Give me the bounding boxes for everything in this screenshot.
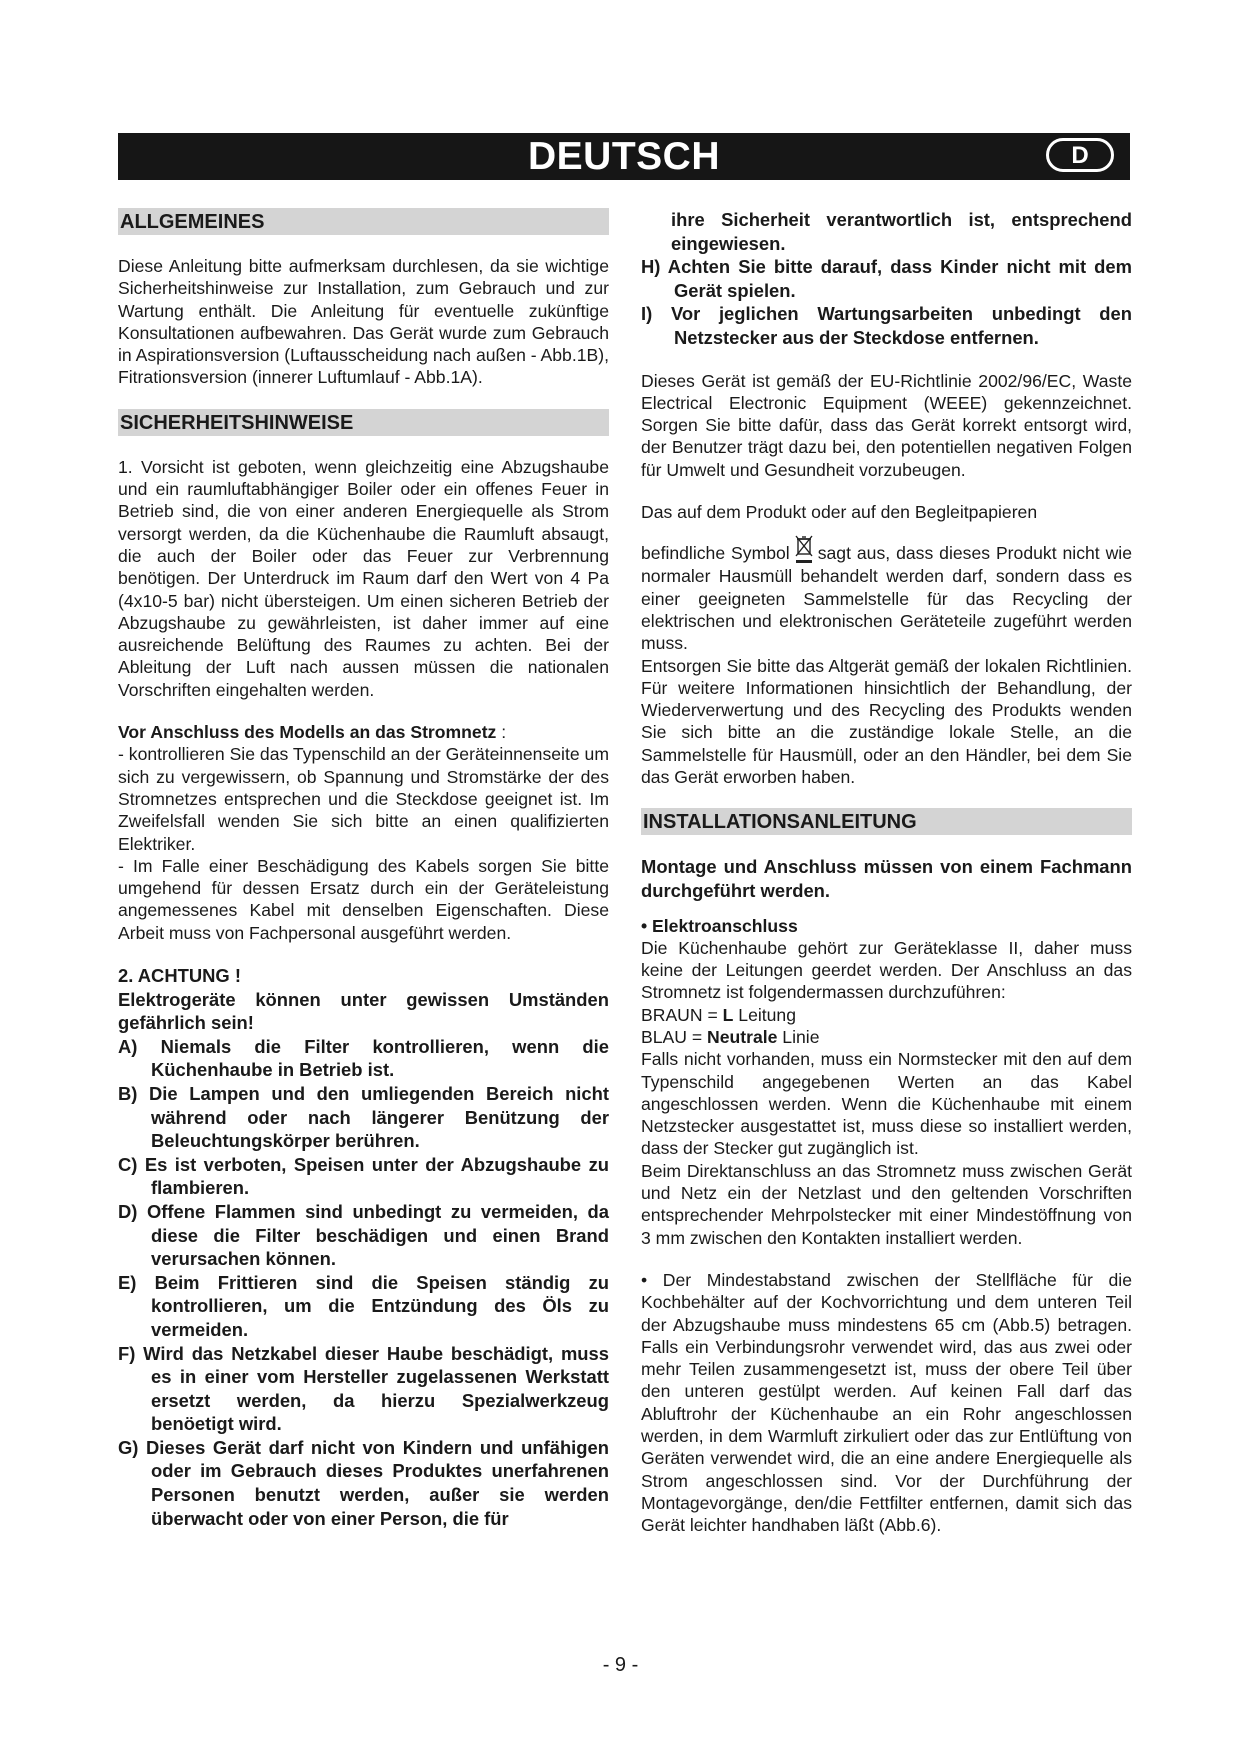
blau-value: Neutrale xyxy=(707,1026,778,1047)
paragraph-symbol-intro: Das auf dem Produkt oder auf den Begleitpapieren xyxy=(641,502,1038,523)
braun-suffix: Leitung xyxy=(733,1004,796,1025)
warning-item-g-continued: ihre Sicherheit verantwortlich ist, entsprechend eingewiesen. xyxy=(671,209,1132,254)
line-blau xyxy=(641,1026,1132,1048)
elektroanschluss-title: • Elektroanschluss xyxy=(641,915,798,936)
paragraph-mindestabstand: • Der Mindestabstand zwischen der Stellfläche für die Kochbehälter auf der Kochvorrichtung und dem unteren Teil der Abzugshaube muss mindestens 65 cm (Abb.5) betragen. Falls ein Verbindungsrohr verwendet wird, das aus zwei oder mehr Teilen zusammengesetzt ist, muss der obere Teil über den unteren gestülpt werden. Auf keinen Fall darf das Abluftrohr der Küchenhaube an ein Rohr angeschlossen werden, in dem Warmluft zirkuliert oder das zur Entlüftung von Geräten verwendet wird, die an eine andere Energiequelle als Strom angeschlossen sind. Vor der Durchführung der Montagevorgänge, den/die Fettfilter entfernen, damit sich das Gerät leichter handhaben läßt (Abb.6). xyxy=(641,1269,1132,1536)
warning-item-h: H) Achten Sie bitte darauf, dass Kinder nicht mit dem Gerät spielen. xyxy=(641,256,1132,301)
warning-item-c: C) Es ist verboten, Speisen unter der Abzugshaube zu flambieren. xyxy=(118,1153,609,1199)
section-heading-sicherheit: SICHERHEITSHINWEISE xyxy=(118,409,609,436)
page-number: - 9 - xyxy=(602,1654,639,1676)
paragraph-elektroanschluss: Die Küchenhaube gehört zur Geräteklasse II, daher muss keine der Leitungen geerdet werden. Der Anschluss an das Stromnetz ist folgendermassen durchzuführen: xyxy=(641,937,1132,1003)
warning-item-i: I) Vor jeglichen Wartungsarbeiten unbedingt den Netzstecker aus der Steckdose entfernen. xyxy=(641,303,1132,348)
right-column xyxy=(641,208,1132,1537)
blau-suffix: Linie xyxy=(777,1026,820,1047)
crossed-bin-icon xyxy=(794,535,814,565)
anschluss-title: Vor Anschluss des Modells an das Stromnetz xyxy=(118,722,497,743)
paragraph-weee: Dieses Gerät ist gemäß der EU-Richtlinie 2002/96/EC, Waste Electrical Electronic Equipment (WEEE) gekennzeichnet. Sorgen Sie bitte dafür, dass das Gerät korrekt entsorgt wird, der Benutzer trägt dazu bei, den potentiellen negativen Folgen für Umwelt und Gesundheit vorzubeugen. xyxy=(641,370,1132,480)
paragraph-allgemeines: Diese Anleitung bitte aufmerksam durchlesen, da sie wichtige Sicherheitshinweise zur Installation, zum Gebrauch und zur Wartung enthält. Die Anleitung für eventuelle zukünftige Konsultationen aufbewahren. Das Gerät wurde zum Gebrauch in Aspirationsversion (Luftausscheidung nach außen - Abb.1B), Fitrationsversion (innerer Luftumlauf - Abb.1A). xyxy=(118,256,609,388)
warning-item-e: E) Beim Frittieren sind die Speisen ständig zu kontrollieren, um die Entzündung des Öls zu vermeiden. xyxy=(118,1271,609,1340)
section-heading-allgemeines: ALLGEMEINES xyxy=(118,208,609,235)
warning-item-d: D) Offene Flammen sind unbedingt zu vermeiden, da diese die Filter beschädigen und einen Brand verursachen können. xyxy=(118,1200,609,1270)
braun-value: L xyxy=(722,1004,734,1025)
line-braun xyxy=(641,1004,1132,1026)
left-column xyxy=(118,208,609,1530)
warning-item-f: F) Wird das Netzkabel dieser Haube beschädigt, muss es in einer vom Hersteller zugelassenen Werkstatt ersetzt werden, da hierzu Spezialwerkzeug benöetigt wird. xyxy=(118,1342,609,1435)
warning-item-g: G) Dieses Gerät darf nicht von Kindern und unfähigen oder im Gebrauch dieses Produktes unerfahrenen Personen benutzt werden, außer sie werden überwacht oder von einer Person, die für xyxy=(118,1436,609,1529)
paragraph-anschluss-item-2: - Im Falle einer Beschädigung des Kabels sorgen Sie bitte umgehend für dessen Ersatz durch ein der Geräteleistung angemessenes Kabel mit denselben Eigenschaften. Diese Arbeit muss von Fachpersonal ausgeführt werden. xyxy=(118,855,609,943)
paragraph-vorsicht: 1. Vorsicht ist geboten, wenn gleichzeitig eine Abzugshaube und ein raumluftabhängiger Boiler oder ein offenes Feuer in Betrieb sind, die von einer anderen Energiequelle als Strom versorgt werden, da die Küchenhaube die Raumluft absaugt, die auch der Boiler oder das Feuer zur Verbrennung benötigen. Der Unterdruck im Raum darf den Wert von 4 Pa (4x10-5 bar) nicht übersteigen. Um einen sicheren Betrieb der Abzugshaube zu gewährleisten, ist daher immer auf eine ausreichende Belüftung des Raumes zu achten. Bei der Ableitung der Luft nach aussen müssen die nationalen Vorschriften eingehalten werden. xyxy=(118,456,609,700)
blau-label: BLAU = xyxy=(641,1026,708,1047)
section-heading-installation: INSTALLATIONSANLEITUNG xyxy=(641,808,1132,835)
warning-item-b: B) Die Lampen und den umliegenden Bereich nicht während oder nach längerer Benützung der Beleuchtungskörper berühren. xyxy=(118,1082,609,1152)
braun-label: BRAUN = xyxy=(641,1004,723,1025)
symbol-pre: befindliche Symbol xyxy=(641,543,790,564)
achtung-subtitle: Elektrogeräte können unter gewissen Umständen gefährlich sein! xyxy=(118,988,609,1034)
achtung-title: 2. ACHTUNG ! xyxy=(118,965,241,987)
language-banner xyxy=(118,133,1130,180)
language-badge: D xyxy=(1046,138,1114,172)
paragraph-entsorgen: Entsorgen Sie bitte das Altgerät gemäß der lokalen Richtlinien. Für weitere Informationen hinsichtlich der Behandlung, der Wiederverwertung und des Recycling des Produkts wenden Sie sich bitte an die zuständige lokale Stelle, an die Sammelstelle für Hausmüll, oder an den Händler, bei dem Sie das Gerät erworben haben. xyxy=(641,655,1132,788)
anschluss-colon: : xyxy=(496,722,507,743)
paragraph-montage: Montage und Anschluss müssen von einem Fachmann durchgeführt werden. xyxy=(641,856,1132,901)
paragraph-anschluss-title xyxy=(118,721,609,743)
warning-item-a: A) Niemals die Filter kontrollieren, wenn die Küchenhaube in Betrieb ist. xyxy=(118,1035,609,1081)
paragraph-anschluss-item-1: - kontrollieren Sie das Typenschild an der Geräteinnenseite um sich zu vergewissern, ob Spannung und Stromstärke der des Stromnetzes entsprechen und die Steckdose geeignet ist. Im Zweifelsfall wenden Sie sich bitte an einen qualifizierten Elektriker. xyxy=(118,744,609,854)
paragraph-normstecker: Falls nicht vorhanden, muss ein Normstecker mit den auf dem Typenschild angegebenen Werten an das Kabel angeschlossen werden. Wenn die Küchenhaube mit einem Netzstecker ausgestattet ist, muss diese so installiert werden, dass der Stecker gut zugänglich ist. xyxy=(641,1049,1132,1159)
symbol-post: sagt aus, dass dieses Produkt nicht wie normaler Hausmüll behandelt werden darf, sondern dass es einer geeigneten Sammelstelle für das Recycling der elektrischen und elektronischen Geräteteile zugeführt werden muss. xyxy=(641,543,1132,654)
page-title: DEUTSCH xyxy=(527,135,720,178)
paragraph-symbol xyxy=(641,535,1132,654)
paragraph-direktanschluss: Beim Direktanschluss an das Stromnetz muss zwischen Gerät und Netz ein der Netzlast und den geltenden Vorschriften entsprechender Mehrpolstecker mit einer Mindestöffnung von 3 mm zwischen den Kontakten installiert werden. xyxy=(641,1160,1132,1248)
